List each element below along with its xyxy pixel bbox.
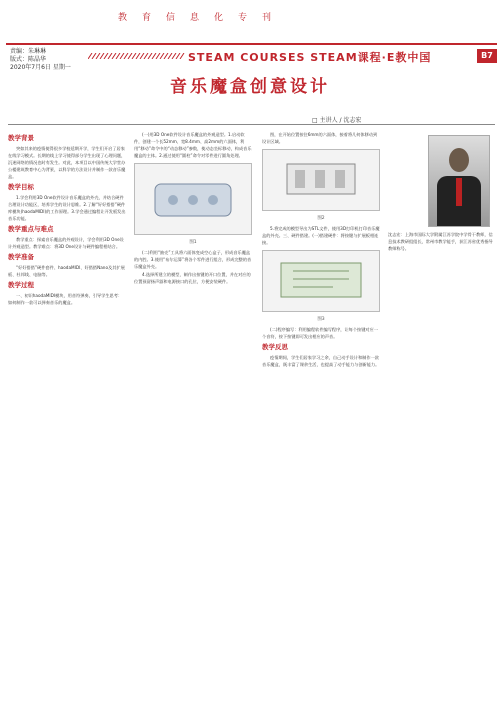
paragraph: 疫情期间，学生们居家学习之余，自己动手设计和制作一款音乐魔盒，既丰富了课余生活，也提高了动手能力与创新能力。 bbox=[262, 355, 380, 367]
figure-3-caption: 图3 bbox=[317, 317, 325, 322]
header-sub bbox=[0, 22, 503, 71]
paragraph: (一)用3D One软件设计音乐魔盒的外观造型。1.启动软件，创建一个长52mm、宽8.4mm、高2mm的六面体，利用“移动”命令中的“动态移动”参数，使动态坐标移动，构成音乐魔盒的主体。2.通过使用“圆柱”命令对零件进行圆角处理。 bbox=[134, 132, 252, 158]
column-2 bbox=[134, 131, 252, 706]
heading: 教学准备 bbox=[8, 253, 34, 261]
author-head bbox=[449, 148, 469, 172]
page-number: B7 bbox=[477, 49, 497, 63]
title-divider bbox=[8, 124, 495, 125]
paragraph: 5.将完成的模型导出为STL文件，使用3D打印机打印音乐魔盒的外壳。三、硬件搭建。(一)搭建硬件：将按键与扩展板相连接。 bbox=[262, 226, 380, 245]
heading: 教学背景 bbox=[8, 134, 34, 142]
editor: 责编：朱琳琳 bbox=[10, 48, 47, 55]
figure-2-image bbox=[263, 150, 379, 208]
paragraph: 一、初识haodaMIDI模块，用音符弹奏，引导学生思考：如何制作一款可以弹奏音乐的魔盒。 bbox=[8, 293, 123, 305]
column-4 bbox=[388, 131, 496, 706]
header-rule bbox=[6, 43, 497, 45]
figure-3 bbox=[262, 250, 380, 312]
figure-2-caption: 图2 bbox=[317, 216, 325, 221]
heading: 教学过程 bbox=[8, 281, 34, 289]
article-author: □ 主讲人 / 沈志宏 bbox=[312, 117, 362, 124]
paragraph: 突如其来的疫情使得很多学校延期开学，学生们开启了居家在线学习模式。长期的线上学习使得部分学生出现了心理问题，沉迷网络的情况也时有发生。对此，本项目以中国传统大学堂办公楼建筑教育中心为背景，以科学的方法设计并制作一款音乐魔盒。 bbox=[8, 146, 126, 179]
paragraph: (二)利用“抽壳”工具将六面体变成空心盒子，形成音乐魔盒的内腔。3.使用“布尔运算”将各个零件进行组合，形成完整的音乐魔盒外壳。 bbox=[134, 250, 252, 269]
weekday: 星期一 bbox=[52, 64, 71, 71]
date: 2020年7月6日 bbox=[10, 64, 51, 71]
paragraph: 教学重点：探索音乐魔盒的外观设计，学会利用3D One设计外观造型。教学难点：将3D One设计与硬件编程相结合。 bbox=[8, 237, 124, 249]
column-3 bbox=[262, 131, 380, 706]
section-title: 教育信息化专刊 bbox=[118, 13, 287, 23]
figure-1-caption: 图1 bbox=[189, 240, 197, 245]
paragraph: 图，在开始位置按住6mm的六面体，接着将几何体移动到设计区域。 bbox=[262, 132, 378, 144]
heading: 教学重点与难点 bbox=[8, 225, 54, 233]
figure-1 bbox=[134, 163, 252, 235]
paragraph: “好好搭搭”硬件套件、haodaMIDI、好搭搭Nano及其扩展板、杜邦线、电脑等。 bbox=[8, 265, 125, 277]
author-photo bbox=[428, 135, 490, 227]
designer: 版式：陈晶华 bbox=[10, 56, 47, 63]
paragraph: 1.学会利用3D One软件设计音乐魔盒的外壳，并结合硬件合理设计功能区，培养学生的设计思维。2.了解“好好搭搭”硬件库模块(haodaMIDI)的工作原理。3.学会通过编程让开发板发出音乐功能。 bbox=[8, 195, 126, 221]
header-top bbox=[0, 0, 503, 22]
paragraph: (二)程序编写：利用编程软件编写程序，让每个按键对应一个音符，按下按键即可发出相应的声音。 bbox=[262, 327, 378, 339]
figure-3-image bbox=[263, 251, 379, 309]
paragraph: 4.选择所建立的模型，制作出按键的开口位置，并在对应的位置预留扬声器和电源接口的孔位，方便安装硬件。 bbox=[134, 272, 251, 284]
author-bio: 沈志宏：上海市国际大学附属江苏学院中学骨干教师，信息技术教研组组长，常州市教学能手，获江苏省优秀指导教师称号。 bbox=[388, 232, 493, 251]
figure-2 bbox=[262, 149, 380, 211]
heading: 教学反思 bbox=[262, 343, 288, 351]
brand-title: STEAM COURSES STEAM课程·E教中国 bbox=[188, 51, 432, 64]
figure-1-image bbox=[135, 164, 251, 232]
article-title: 音乐魔盒创意设计 bbox=[170, 77, 330, 97]
heading: 教学目标 bbox=[8, 183, 34, 191]
decorative-stripes bbox=[88, 53, 186, 59]
editor-meta bbox=[10, 48, 71, 72]
column-1 bbox=[8, 131, 126, 706]
author-tie bbox=[456, 178, 462, 206]
